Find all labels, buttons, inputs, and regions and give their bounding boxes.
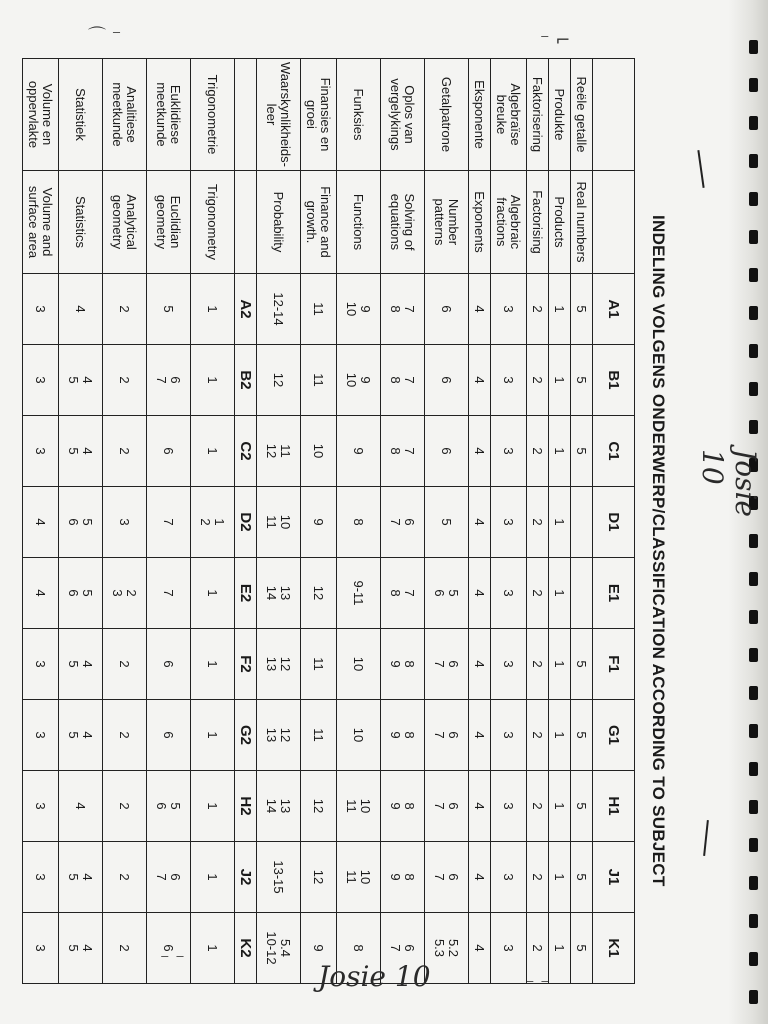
binder-hole [749, 610, 758, 624]
topic-english: Number patterns [425, 171, 469, 274]
topic-afrikaans: Eksponente [469, 59, 491, 171]
question-number: 12 13 [257, 700, 301, 771]
table-row [549, 59, 571, 984]
question-number: 3 [491, 558, 527, 629]
binder-hole [749, 648, 758, 662]
header-afrikaans [593, 59, 635, 171]
question-number: 1 [549, 700, 571, 771]
question-number: 9-11 [337, 558, 381, 629]
question-number: 5 [571, 771, 593, 842]
question-number: 1 [191, 842, 235, 913]
section-code: C2 [235, 416, 257, 487]
question-number: 5 6 [147, 771, 191, 842]
topic-english: Exponents [469, 171, 491, 274]
question-number: 6 [147, 913, 191, 984]
column-code-d1: D1 [593, 487, 635, 558]
topic-english: Analytical geometry [103, 171, 147, 274]
topic-afrikaans: Reële getalle [571, 59, 593, 171]
column-code-e1: E1 [593, 558, 635, 629]
question-number: 2 [103, 913, 147, 984]
question-number: 5 6 [59, 487, 103, 558]
question-number: 6 7 [425, 700, 469, 771]
question-number: 10 [301, 416, 337, 487]
table-row [425, 59, 469, 984]
question-number: 7 8 [381, 274, 425, 345]
column-code-c1: C1 [593, 416, 635, 487]
question-number: 3 [23, 629, 59, 700]
question-number: 10 [337, 629, 381, 700]
binder-hole [749, 686, 758, 700]
question-number: 6 7 [147, 345, 191, 416]
topic-english: Real numbers [571, 171, 593, 274]
table-row [23, 59, 59, 984]
question-number: 4 [469, 487, 491, 558]
binder-hole [749, 952, 758, 966]
section-code: F2 [235, 629, 257, 700]
question-number: 11 12 [257, 416, 301, 487]
topic-english: Factorising [527, 171, 549, 274]
question-number: 6 [425, 345, 469, 416]
question-number: 6 7 [381, 487, 425, 558]
question-number: 13-15 [257, 842, 301, 913]
question-number: 2 [103, 629, 147, 700]
topic-afrikaans: Trigonometrie [191, 59, 235, 171]
question-number: 3 [491, 629, 527, 700]
question-number: 5 6 [425, 558, 469, 629]
question-number: 1 [549, 416, 571, 487]
question-number: 3 [23, 913, 59, 984]
topic-english: Algebraic fractions [491, 171, 527, 274]
question-number: 3 [103, 487, 147, 558]
question-number: 12-14 [257, 274, 301, 345]
section-code: K2 [235, 913, 257, 984]
column-code-j1: J1 [593, 842, 635, 913]
question-number: 3 [23, 345, 59, 416]
question-number: 3 [491, 700, 527, 771]
question-number: 8 9 [381, 771, 425, 842]
question-number: 7 8 [381, 558, 425, 629]
topic-english: Finance and growth. [301, 171, 337, 274]
question-number: 5 [147, 274, 191, 345]
question-number: 5.2 5.3 [425, 913, 469, 984]
question-number: 3 [491, 913, 527, 984]
question-number: 1 [549, 345, 571, 416]
binder-hole [749, 306, 758, 320]
question-number: 9 [301, 487, 337, 558]
question-number: 6 7 [425, 842, 469, 913]
question-number: 6 7 [425, 629, 469, 700]
question-number: 1 [549, 913, 571, 984]
question-number: 12 [301, 842, 337, 913]
question-number: 4 5 [59, 913, 103, 984]
table-row [491, 59, 527, 984]
topic-english: Volume and surface area [23, 171, 59, 274]
topic-english: Probability [257, 171, 301, 274]
table-row [571, 59, 593, 984]
question-number: 2 [527, 700, 549, 771]
binder-hole [749, 800, 758, 814]
question-number: 1 [549, 842, 571, 913]
question-number: 6 7 [147, 842, 191, 913]
question-number: 4 [469, 913, 491, 984]
question-number: 5.4 10-12 [257, 913, 301, 984]
question-number: 5 [571, 345, 593, 416]
question-number: 4 [469, 416, 491, 487]
question-number: 2 [103, 842, 147, 913]
table-row [59, 59, 103, 984]
question-number: 6 7 [381, 913, 425, 984]
question-number: 3 [491, 345, 527, 416]
question-number: 4 5 [59, 345, 103, 416]
question-number: 9 [337, 416, 381, 487]
topic-afrikaans: Volume en oppervlakte [23, 59, 59, 171]
question-number: 2 [527, 274, 549, 345]
question-number: 5 [571, 416, 593, 487]
binder-hole [749, 382, 758, 396]
binder-hole [749, 154, 758, 168]
topic-english: Functions [337, 171, 381, 274]
topic-afrikaans: Waarskynlikheids- leer [257, 59, 301, 171]
binder-hole [749, 268, 758, 282]
question-number: 6 7 [425, 771, 469, 842]
question-number: 5 [425, 487, 469, 558]
question-number: 13 14 [257, 558, 301, 629]
question-number: 4 [469, 345, 491, 416]
topic-afrikaans: Algebraïse breuke [491, 59, 527, 171]
question-number: 1 [549, 558, 571, 629]
topic-english: Trigonometry [191, 171, 235, 274]
topic-afrikaans: Statistiek [59, 59, 103, 171]
column-code-a1: A1 [593, 274, 635, 345]
question-number: 3 [491, 842, 527, 913]
question-number: 4 [469, 558, 491, 629]
question-number: 8 9 [381, 842, 425, 913]
question-number: 6 [147, 700, 191, 771]
classification-table [22, 58, 635, 984]
topic-afrikaans: Getalpatrone [425, 59, 469, 171]
question-number: 1 [191, 629, 235, 700]
question-number: 3 [491, 274, 527, 345]
question-number: 2 [527, 558, 549, 629]
question-number: 2 [103, 416, 147, 487]
question-number: 4 [469, 842, 491, 913]
binder-hole [749, 192, 758, 206]
question-number: 7 [147, 487, 191, 558]
binder-hole [749, 116, 758, 130]
table-row [147, 59, 191, 984]
section-code: B2 [235, 345, 257, 416]
topic-afrikaans: Faktorisering [527, 59, 549, 171]
topic-english: Products [549, 171, 571, 274]
question-number: 6 [147, 416, 191, 487]
question-number: 4 [469, 700, 491, 771]
question-number: 4 5 [59, 416, 103, 487]
question-number: 9 [301, 913, 337, 984]
question-number: 10 11 [257, 487, 301, 558]
binder-hole [749, 40, 758, 54]
question-number: 1 [191, 345, 235, 416]
question-number: 2 [527, 842, 549, 913]
question-number: 12 [257, 345, 301, 416]
question-number: 1 [191, 274, 235, 345]
binder-hole [749, 990, 758, 1004]
question-number: 12 13 [257, 629, 301, 700]
question-number: 13 14 [257, 771, 301, 842]
table-row [191, 59, 235, 984]
question-number: 1 2 [191, 487, 235, 558]
binder-hole [749, 914, 758, 928]
question-number: 3 [23, 842, 59, 913]
question-number: 2 [527, 416, 549, 487]
binder-hole [749, 762, 758, 776]
question-number: 8 [337, 487, 381, 558]
question-number: 2 [103, 700, 147, 771]
table-row [469, 59, 491, 984]
section-code: H2 [235, 771, 257, 842]
question-number: 4 [23, 558, 59, 629]
section-code: J2 [235, 842, 257, 913]
table-row [381, 59, 425, 984]
question-number: 3 [23, 416, 59, 487]
question-number: 4 [469, 274, 491, 345]
section-code: G2 [235, 700, 257, 771]
topic-afrikaans: Funksies [337, 59, 381, 171]
question-number: 8 9 [381, 700, 425, 771]
section-code-row [235, 59, 257, 984]
question-number: 6 [425, 274, 469, 345]
question-number: 4 5 [59, 842, 103, 913]
section-code: D2 [235, 487, 257, 558]
table-row [527, 59, 549, 984]
question-number: 5 [571, 842, 593, 913]
signature-bottom: Josie 10 [318, 960, 431, 993]
topic-english: Solving of equations [381, 171, 425, 274]
question-number: 1 [191, 700, 235, 771]
question-number: 10 11 [337, 842, 381, 913]
binder-hole [749, 230, 758, 244]
question-number: 5 [571, 274, 593, 345]
header-english [593, 171, 635, 274]
question-number: 10 11 [337, 771, 381, 842]
scan-mark: ⁻ ⌐ [540, 30, 571, 51]
topic-afrikaans: Euklidiese meetkunde [147, 59, 191, 171]
question-number: 2 [103, 274, 147, 345]
question-number: 12 [301, 558, 337, 629]
topic-afrikaans: Analitiese meetkunde [103, 59, 147, 171]
table-row [301, 59, 337, 984]
scan-mark: ⌒ ⁻ [88, 26, 122, 47]
question-number: 11 [301, 345, 337, 416]
question-number: 11 [301, 700, 337, 771]
question-number: 3 [491, 487, 527, 558]
question-number: 11 [301, 629, 337, 700]
binder-hole [749, 838, 758, 852]
question-number: 2 [527, 345, 549, 416]
question-number: 3 [23, 274, 59, 345]
topic-english: Statistics [59, 171, 103, 274]
topic-afrikaans [235, 59, 257, 171]
question-number: 5 [571, 629, 593, 700]
question-number: 1 [191, 913, 235, 984]
question-number: 4 [469, 771, 491, 842]
question-number: 3 [23, 771, 59, 842]
question-number: 9 10 [337, 274, 381, 345]
question-number: 12 [301, 771, 337, 842]
table-row [257, 59, 301, 984]
table-header-row [593, 59, 635, 984]
column-code-f1: F1 [593, 629, 635, 700]
signature-margin: Josie 10 [696, 449, 762, 517]
binder-hole [749, 724, 758, 738]
question-number [571, 487, 593, 558]
section-code: E2 [235, 558, 257, 629]
question-number: 1 [549, 274, 571, 345]
question-number: 2 [527, 913, 549, 984]
question-number: 2 [527, 487, 549, 558]
question-number: 5 [571, 700, 593, 771]
binder-hole [749, 420, 758, 434]
question-number: 6 [147, 629, 191, 700]
question-number: 7 [147, 558, 191, 629]
column-code-h1: H1 [593, 771, 635, 842]
question-number: 5 [571, 913, 593, 984]
question-number: 4 [59, 771, 103, 842]
question-number: 2 3 [103, 558, 147, 629]
question-number: 2 [527, 629, 549, 700]
topic-afrikaans: Finansies en groei [301, 59, 337, 171]
question-number: 1 [191, 771, 235, 842]
document-title: INDELING VOLGENS ONDERWERP/CLASSIFICATION ACCORDING TO SUBJECT [649, 215, 668, 887]
topic-afrikaans: Oplos van vergelykings [381, 59, 425, 171]
question-number: 4 5 [59, 700, 103, 771]
question-number: 11 [301, 274, 337, 345]
question-number: 1 [549, 487, 571, 558]
column-code-b1: B1 [593, 345, 635, 416]
binder-hole [749, 876, 758, 890]
question-number: 6 [425, 416, 469, 487]
question-number: 2 [103, 771, 147, 842]
question-number: 2 [527, 771, 549, 842]
question-number: 3 [491, 416, 527, 487]
question-number: 4 5 [59, 629, 103, 700]
question-number: 1 [549, 771, 571, 842]
question-number: 8 9 [381, 629, 425, 700]
question-number: 7 8 [381, 416, 425, 487]
column-code-g1: G1 [593, 700, 635, 771]
scan-mark: ⁻ ⁻ [525, 975, 550, 996]
question-number: 4 [469, 629, 491, 700]
table-row [337, 59, 381, 984]
binder-hole [749, 78, 758, 92]
binder-hole [749, 572, 758, 586]
question-number: 4 [23, 487, 59, 558]
question-number: 10 [337, 700, 381, 771]
section-code: A2 [235, 274, 257, 345]
question-number: 1 [191, 558, 235, 629]
question-number: 5 6 [59, 558, 103, 629]
question-number [571, 558, 593, 629]
question-number: 1 [549, 629, 571, 700]
binder-hole [749, 344, 758, 358]
topic-english [235, 171, 257, 274]
table-row [103, 59, 147, 984]
question-number: 1 [191, 416, 235, 487]
question-number: 8 [337, 913, 381, 984]
scan-mark: ⁻ ⁻ [160, 950, 185, 971]
column-code-k1: K1 [593, 913, 635, 984]
question-number: 7 8 [381, 345, 425, 416]
topic-english: Euclidian geometry [147, 171, 191, 274]
question-number: 3 [23, 700, 59, 771]
question-number: 9 10 [337, 345, 381, 416]
topic-afrikaans: Produkte [549, 59, 571, 171]
question-number: 4 [59, 274, 103, 345]
question-number: 2 [103, 345, 147, 416]
question-number: 3 [491, 771, 527, 842]
binder-hole [749, 534, 758, 548]
